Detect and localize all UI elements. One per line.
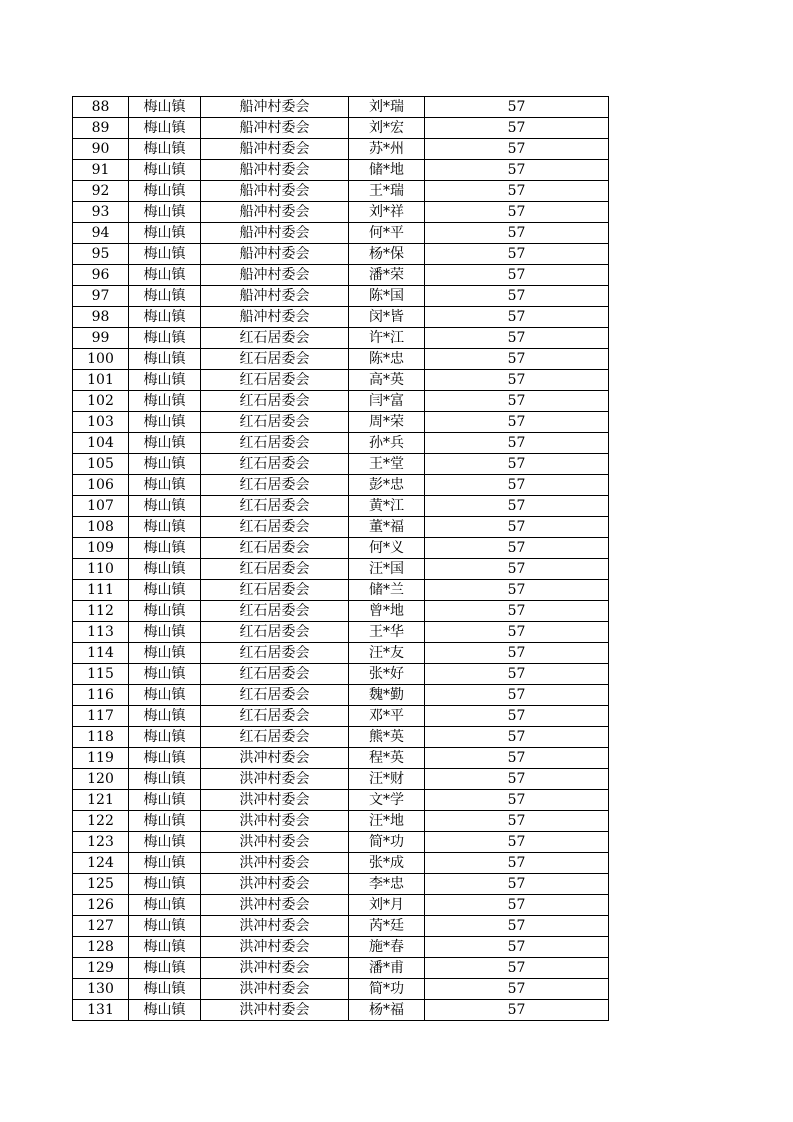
- row-number-cell: 116: [73, 685, 129, 706]
- town-cell: 梅山镇: [129, 160, 201, 181]
- table-row: [73, 559, 609, 580]
- table-row: [73, 958, 609, 979]
- amount-cell: 57: [425, 265, 609, 286]
- amount-cell: 57: [425, 832, 609, 853]
- person-name-cell: 黄*江: [349, 496, 425, 517]
- row-number-cell: 126: [73, 895, 129, 916]
- town-cell: 梅山镇: [129, 769, 201, 790]
- town-cell: 梅山镇: [129, 223, 201, 244]
- village-committee-cell: 红石居委会: [201, 349, 349, 370]
- person-name-cell: 彭*忠: [349, 475, 425, 496]
- village-committee-cell: 洪冲村委会: [201, 832, 349, 853]
- village-committee-cell: 船冲村委会: [201, 223, 349, 244]
- table-row: [73, 538, 609, 559]
- roster-table-body: [73, 97, 609, 1021]
- table-row: [73, 286, 609, 307]
- town-cell: 梅山镇: [129, 265, 201, 286]
- town-cell: 梅山镇: [129, 916, 201, 937]
- amount-cell: 57: [425, 664, 609, 685]
- amount-cell: 57: [425, 517, 609, 538]
- town-cell: 梅山镇: [129, 433, 201, 454]
- town-cell: 梅山镇: [129, 181, 201, 202]
- table-row: [73, 685, 609, 706]
- table-row: [73, 265, 609, 286]
- person-name-cell: 芮*廷: [349, 916, 425, 937]
- amount-cell: 57: [425, 769, 609, 790]
- town-cell: 梅山镇: [129, 643, 201, 664]
- amount-cell: 57: [425, 685, 609, 706]
- table-row: [73, 307, 609, 328]
- village-committee-cell: 红石居委会: [201, 370, 349, 391]
- table-row: [73, 748, 609, 769]
- amount-cell: 57: [425, 412, 609, 433]
- town-cell: 梅山镇: [129, 748, 201, 769]
- village-committee-cell: 洪冲村委会: [201, 958, 349, 979]
- row-number-cell: 117: [73, 706, 129, 727]
- town-cell: 梅山镇: [129, 664, 201, 685]
- person-name-cell: 孙*兵: [349, 433, 425, 454]
- amount-cell: 57: [425, 370, 609, 391]
- person-name-cell: 李*忠: [349, 874, 425, 895]
- village-committee-cell: 洪冲村委会: [201, 916, 349, 937]
- row-number-cell: 90: [73, 139, 129, 160]
- table-row: [73, 769, 609, 790]
- amount-cell: 57: [425, 454, 609, 475]
- amount-cell: 57: [425, 790, 609, 811]
- table-row: [73, 328, 609, 349]
- row-number-cell: 102: [73, 391, 129, 412]
- town-cell: 梅山镇: [129, 538, 201, 559]
- amount-cell: 57: [425, 202, 609, 223]
- table-row: [73, 643, 609, 664]
- table-row: [73, 118, 609, 139]
- village-committee-cell: 红石居委会: [201, 664, 349, 685]
- village-committee-cell: 船冲村委会: [201, 139, 349, 160]
- person-name-cell: 汪*国: [349, 559, 425, 580]
- table-row: [73, 811, 609, 832]
- row-number-cell: 89: [73, 118, 129, 139]
- table-row: [73, 601, 609, 622]
- amount-cell: 57: [425, 223, 609, 244]
- person-name-cell: 张*好: [349, 664, 425, 685]
- person-name-cell: 刘*宏: [349, 118, 425, 139]
- table-row: [73, 937, 609, 958]
- person-name-cell: 汪*友: [349, 643, 425, 664]
- table-row: [73, 454, 609, 475]
- village-committee-cell: 红石居委会: [201, 685, 349, 706]
- row-number-cell: 109: [73, 538, 129, 559]
- village-committee-cell: 洪冲村委会: [201, 895, 349, 916]
- town-cell: 梅山镇: [129, 349, 201, 370]
- amount-cell: 57: [425, 244, 609, 265]
- village-committee-cell: 红石居委会: [201, 601, 349, 622]
- village-committee-cell: 红石居委会: [201, 496, 349, 517]
- amount-cell: 57: [425, 139, 609, 160]
- person-name-cell: 邓*平: [349, 706, 425, 727]
- amount-cell: 57: [425, 580, 609, 601]
- amount-cell: 57: [425, 916, 609, 937]
- person-name-cell: 王*华: [349, 622, 425, 643]
- amount-cell: 57: [425, 874, 609, 895]
- person-name-cell: 杨*福: [349, 1000, 425, 1021]
- table-row: [73, 517, 609, 538]
- table-row: [73, 475, 609, 496]
- village-committee-cell: 红石居委会: [201, 727, 349, 748]
- town-cell: 梅山镇: [129, 328, 201, 349]
- row-number-cell: 127: [73, 916, 129, 937]
- person-name-cell: 张*成: [349, 853, 425, 874]
- row-number-cell: 111: [73, 580, 129, 601]
- village-committee-cell: 洪冲村委会: [201, 790, 349, 811]
- row-number-cell: 129: [73, 958, 129, 979]
- table-row: [73, 97, 609, 118]
- row-number-cell: 122: [73, 811, 129, 832]
- village-committee-cell: 船冲村委会: [201, 181, 349, 202]
- row-number-cell: 131: [73, 1000, 129, 1021]
- row-number-cell: 123: [73, 832, 129, 853]
- person-name-cell: 文*学: [349, 790, 425, 811]
- town-cell: 梅山镇: [129, 412, 201, 433]
- village-committee-cell: 洪冲村委会: [201, 937, 349, 958]
- person-name-cell: 魏*勤: [349, 685, 425, 706]
- person-name-cell: 王*瑞: [349, 181, 425, 202]
- row-number-cell: 119: [73, 748, 129, 769]
- table-row: [73, 622, 609, 643]
- row-number-cell: 120: [73, 769, 129, 790]
- person-name-cell: 潘*荣: [349, 265, 425, 286]
- row-number-cell: 110: [73, 559, 129, 580]
- village-committee-cell: 红石居委会: [201, 433, 349, 454]
- row-number-cell: 94: [73, 223, 129, 244]
- table-row: [73, 370, 609, 391]
- table-row: [73, 349, 609, 370]
- amount-cell: 57: [425, 118, 609, 139]
- row-number-cell: 100: [73, 349, 129, 370]
- person-name-cell: 董*福: [349, 517, 425, 538]
- village-committee-cell: 船冲村委会: [201, 97, 349, 118]
- person-name-cell: 何*义: [349, 538, 425, 559]
- town-cell: 梅山镇: [129, 601, 201, 622]
- town-cell: 梅山镇: [129, 853, 201, 874]
- village-committee-cell: 洪冲村委会: [201, 1000, 349, 1021]
- town-cell: 梅山镇: [129, 370, 201, 391]
- village-committee-cell: 洪冲村委会: [201, 811, 349, 832]
- table-row: [73, 979, 609, 1000]
- amount-cell: 57: [425, 622, 609, 643]
- person-name-cell: 施*春: [349, 937, 425, 958]
- table-row: [73, 790, 609, 811]
- person-name-cell: 刘*瑞: [349, 97, 425, 118]
- village-committee-cell: 洪冲村委会: [201, 769, 349, 790]
- row-number-cell: 114: [73, 643, 129, 664]
- person-name-cell: 高*英: [349, 370, 425, 391]
- row-number-cell: 88: [73, 97, 129, 118]
- row-number-cell: 92: [73, 181, 129, 202]
- amount-cell: 57: [425, 748, 609, 769]
- table-row: [73, 727, 609, 748]
- person-name-cell: 何*平: [349, 223, 425, 244]
- person-name-cell: 简*功: [349, 832, 425, 853]
- table-row: [73, 160, 609, 181]
- table-row: [73, 853, 609, 874]
- amount-cell: 57: [425, 286, 609, 307]
- row-number-cell: 108: [73, 517, 129, 538]
- village-committee-cell: 红石居委会: [201, 580, 349, 601]
- person-name-cell: 周*荣: [349, 412, 425, 433]
- person-name-cell: 王*堂: [349, 454, 425, 475]
- row-number-cell: 93: [73, 202, 129, 223]
- amount-cell: 57: [425, 853, 609, 874]
- village-committee-cell: 船冲村委会: [201, 265, 349, 286]
- amount-cell: 57: [425, 1000, 609, 1021]
- person-name-cell: 汪*地: [349, 811, 425, 832]
- town-cell: 梅山镇: [129, 118, 201, 139]
- village-committee-cell: 红石居委会: [201, 412, 349, 433]
- town-cell: 梅山镇: [129, 958, 201, 979]
- town-cell: 梅山镇: [129, 727, 201, 748]
- row-number-cell: 99: [73, 328, 129, 349]
- amount-cell: 57: [425, 349, 609, 370]
- town-cell: 梅山镇: [129, 454, 201, 475]
- town-cell: 梅山镇: [129, 895, 201, 916]
- person-name-cell: 储*地: [349, 160, 425, 181]
- amount-cell: 57: [425, 97, 609, 118]
- person-name-cell: 苏*州: [349, 139, 425, 160]
- village-committee-cell: 红石居委会: [201, 538, 349, 559]
- village-committee-cell: 船冲村委会: [201, 202, 349, 223]
- amount-cell: 57: [425, 475, 609, 496]
- town-cell: 梅山镇: [129, 685, 201, 706]
- town-cell: 梅山镇: [129, 937, 201, 958]
- row-number-cell: 128: [73, 937, 129, 958]
- amount-cell: 57: [425, 979, 609, 1000]
- person-name-cell: 曾*地: [349, 601, 425, 622]
- table-row: [73, 391, 609, 412]
- roster-table: [72, 96, 609, 1021]
- person-name-cell: 汪*财: [349, 769, 425, 790]
- amount-cell: 57: [425, 433, 609, 454]
- person-name-cell: 陈*国: [349, 286, 425, 307]
- town-cell: 梅山镇: [129, 1000, 201, 1021]
- table-row: [73, 202, 609, 223]
- row-number-cell: 124: [73, 853, 129, 874]
- town-cell: 梅山镇: [129, 979, 201, 1000]
- row-number-cell: 98: [73, 307, 129, 328]
- row-number-cell: 96: [73, 265, 129, 286]
- village-committee-cell: 红石居委会: [201, 517, 349, 538]
- person-name-cell: 闫*富: [349, 391, 425, 412]
- row-number-cell: 112: [73, 601, 129, 622]
- row-number-cell: 125: [73, 874, 129, 895]
- row-number-cell: 115: [73, 664, 129, 685]
- town-cell: 梅山镇: [129, 580, 201, 601]
- town-cell: 梅山镇: [129, 811, 201, 832]
- town-cell: 梅山镇: [129, 286, 201, 307]
- amount-cell: 57: [425, 811, 609, 832]
- person-name-cell: 储*兰: [349, 580, 425, 601]
- table-row: [73, 244, 609, 265]
- row-number-cell: 101: [73, 370, 129, 391]
- village-committee-cell: 洪冲村委会: [201, 979, 349, 1000]
- row-number-cell: 95: [73, 244, 129, 265]
- town-cell: 梅山镇: [129, 874, 201, 895]
- table-row: [73, 139, 609, 160]
- row-number-cell: 97: [73, 286, 129, 307]
- amount-cell: 57: [425, 559, 609, 580]
- row-number-cell: 104: [73, 433, 129, 454]
- village-committee-cell: 红石居委会: [201, 391, 349, 412]
- amount-cell: 57: [425, 895, 609, 916]
- village-committee-cell: 红石居委会: [201, 454, 349, 475]
- row-number-cell: 103: [73, 412, 129, 433]
- village-committee-cell: 红石居委会: [201, 706, 349, 727]
- town-cell: 梅山镇: [129, 202, 201, 223]
- table-row: [73, 706, 609, 727]
- person-name-cell: 刘*月: [349, 895, 425, 916]
- table-row: [73, 433, 609, 454]
- amount-cell: 57: [425, 391, 609, 412]
- person-name-cell: 闵*皆: [349, 307, 425, 328]
- town-cell: 梅山镇: [129, 706, 201, 727]
- town-cell: 梅山镇: [129, 790, 201, 811]
- town-cell: 梅山镇: [129, 391, 201, 412]
- town-cell: 梅山镇: [129, 622, 201, 643]
- amount-cell: 57: [425, 727, 609, 748]
- row-number-cell: 121: [73, 790, 129, 811]
- village-committee-cell: 船冲村委会: [201, 160, 349, 181]
- table-row: [73, 664, 609, 685]
- person-name-cell: 简*功: [349, 979, 425, 1000]
- village-committee-cell: 船冲村委会: [201, 118, 349, 139]
- village-committee-cell: 红石居委会: [201, 622, 349, 643]
- village-committee-cell: 洪冲村委会: [201, 748, 349, 769]
- person-name-cell: 陈*忠: [349, 349, 425, 370]
- row-number-cell: 105: [73, 454, 129, 475]
- village-committee-cell: 洪冲村委会: [201, 853, 349, 874]
- town-cell: 梅山镇: [129, 832, 201, 853]
- amount-cell: 57: [425, 706, 609, 727]
- amount-cell: 57: [425, 328, 609, 349]
- row-number-cell: 113: [73, 622, 129, 643]
- table-row: [73, 916, 609, 937]
- town-cell: 梅山镇: [129, 244, 201, 265]
- village-committee-cell: 船冲村委会: [201, 244, 349, 265]
- row-number-cell: 118: [73, 727, 129, 748]
- table-row: [73, 1000, 609, 1021]
- table-row: [73, 223, 609, 244]
- person-name-cell: 熊*英: [349, 727, 425, 748]
- row-number-cell: 106: [73, 475, 129, 496]
- village-committee-cell: 红石居委会: [201, 475, 349, 496]
- village-committee-cell: 船冲村委会: [201, 307, 349, 328]
- person-name-cell: 许*江: [349, 328, 425, 349]
- person-name-cell: 程*英: [349, 748, 425, 769]
- village-committee-cell: 红石居委会: [201, 328, 349, 349]
- row-number-cell: 107: [73, 496, 129, 517]
- table-row: [73, 181, 609, 202]
- person-name-cell: 刘*祥: [349, 202, 425, 223]
- town-cell: 梅山镇: [129, 517, 201, 538]
- town-cell: 梅山镇: [129, 97, 201, 118]
- amount-cell: 57: [425, 937, 609, 958]
- table-row: [73, 580, 609, 601]
- amount-cell: 57: [425, 958, 609, 979]
- amount-cell: 57: [425, 160, 609, 181]
- amount-cell: 57: [425, 181, 609, 202]
- person-name-cell: 潘*甫: [349, 958, 425, 979]
- town-cell: 梅山镇: [129, 496, 201, 517]
- table-row: [73, 832, 609, 853]
- village-committee-cell: 船冲村委会: [201, 286, 349, 307]
- town-cell: 梅山镇: [129, 307, 201, 328]
- amount-cell: 57: [425, 601, 609, 622]
- town-cell: 梅山镇: [129, 139, 201, 160]
- amount-cell: 57: [425, 496, 609, 517]
- row-number-cell: 130: [73, 979, 129, 1000]
- town-cell: 梅山镇: [129, 475, 201, 496]
- table-row: [73, 496, 609, 517]
- table-row: [73, 874, 609, 895]
- table-row: [73, 412, 609, 433]
- village-committee-cell: 红石居委会: [201, 559, 349, 580]
- table-row: [73, 895, 609, 916]
- village-committee-cell: 红石居委会: [201, 643, 349, 664]
- amount-cell: 57: [425, 307, 609, 328]
- town-cell: 梅山镇: [129, 559, 201, 580]
- amount-cell: 57: [425, 643, 609, 664]
- village-committee-cell: 洪冲村委会: [201, 874, 349, 895]
- row-number-cell: 91: [73, 160, 129, 181]
- person-name-cell: 杨*保: [349, 244, 425, 265]
- amount-cell: 57: [425, 538, 609, 559]
